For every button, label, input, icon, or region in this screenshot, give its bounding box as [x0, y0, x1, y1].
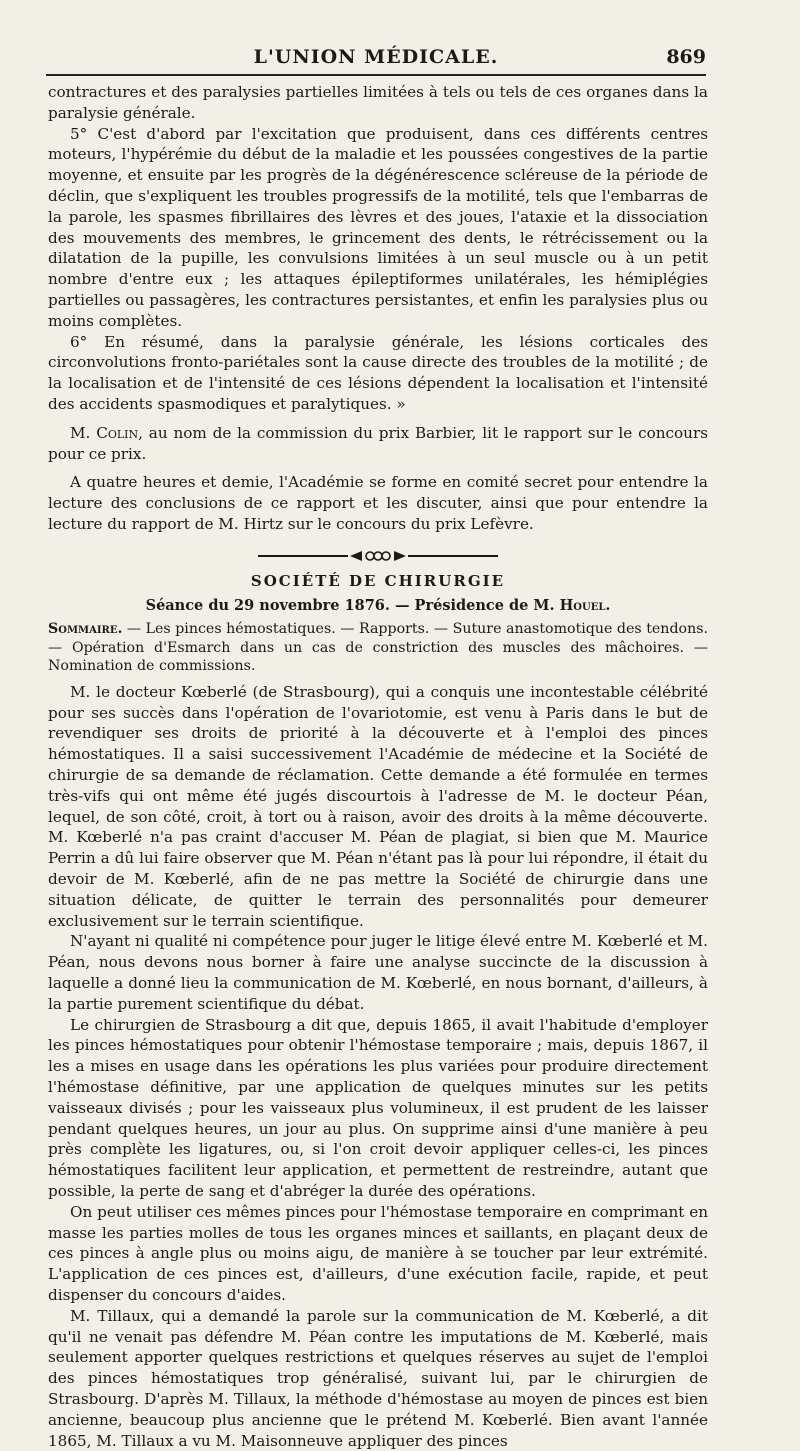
ornament-divider-icon — [258, 549, 498, 563]
section-title: SOCIÉTÉ DE CHIRURGIE — [250, 571, 506, 590]
meeting-line — [48, 596, 708, 617]
paragraph-koeberle: M. le docteur Kœberlé (de Strasbourg), qui a conquis une incontestable célébrité pour ses succès dans l'opération de l'ovariotomie, est venu à Paris dans le but de revendiquer ses droits de priorité à la découverte et à l'emploi des pinces hémostatiques. Il a saisi successivement l'Académie de médecine et la Société de chirurgie de sa demande de réclamation. Cette demande a été formulée en termes très-vifs qui ont même été jugés discourtois à l'adresse de M. le docteur Péan, lequel, de son côté, croit, à tort ou à raison, avoir des droits à la même découverte. M. Kœberlé n'a pas craint d'accuser M. Péan de plagiat, si bien que M. Maurice Perrin a dû lui faire observer que M. Péan n'étant pas là pour lui répondre, il était du devoir de M. Kœberlé, afin de ne pas mettre la Société de chirurgie dans une situation délicate, de quitter le terrain des personnalités pour demeurer exclusivement sur le terrain scientifique. — [48, 682, 708, 930]
paragraph-point-6: 6° En résumé, dans la paralysie générale, les lésions corticales des circonvolutions fronto-pariétales sont la cause directe des troubles de la motilité ; de la localisation et de l'intensité de ces lésions dépendent la localisation et l'intensité des accidents spasmodiques et paralytiques. » — [48, 332, 708, 413]
section-ornament — [48, 545, 708, 565]
paragraph-colin — [48, 423, 708, 465]
paragraph-point-5: 5° C'est d'abord par l'excitation que produisent, dans ces différents centres moteurs, l'hypérémie du début de la maladie et les poussées congestives de la partie moyenne, et ensuite par les progrès de la dégénérescence scléreuse de la période de déclin, que s'expliquent les troubles progressifs de la motilité, tels que l'embarras de la parole, les spasmes fibrillaires des lèvres et des joues, l'ataxie et la dissociation des mouvements des membres, le grincement des dents, le rétrécissement ou la dilatation de la pupille, les convulsions limitées à un seul muscle ou à un petit nombre d'entre eux ; les attaques épileptiformes unilatérales, les hémiplégies partielles ou passagères, les contractures persistantes, et enfin les paralysies plus ou moins complètes. — [48, 124, 708, 330]
paragraph-tillaux: M. Tillaux, qui a demandé la parole sur la communication de M. Kœberlé, a dit qu'il ne venait pas défendre M. Péan contre les imputations de M. Kœberlé, mais seulement apporter quelques restrictions et quelques réserves au sujet de l'emploi des pinces hémostatiques trop généralisé, suivant lui, par le chirurgien de Strasbourg. D'après M. Tillaux, la méthode d'hémostase au moyen de pinces est bien ancienne, beaucoup plus ancienne que le prétend M. Kœberlé. Bien avant l'année 1865, M. Tillaux a vu M. Maisonneuve appliquer des pinces — [48, 1306, 708, 1450]
summary-text: — Les pinces hémostatiques. — Rapports. — Suture anastomotique des tendons. — Opération d'Esmarch dans un cas de constriction des muscles des mâchoires. — Nomination de commissions. — [48, 621, 708, 675]
paragraph-chirurgien: Le chirurgien de Strasbourg a dit que, depuis 1865, il avait l'habitude d'employer les pinces hémostatiques pour obtenir l'hémostase temporaire ; mais, depuis 1867, il les a mises en usage dans les opérations les plus variées pour produire directement l'hémostase définitive, par une application de quelques minutes sur les petits vaisseaux divisés ; pour les vaisseaux plus volumineux, il est prudent de les laisser pendant quelques heures, un jour au plus. On supprime ainsi d'une manière à peu près complète les ligatures, ou, si l'on croit devoir appliquer celles-ci, les pinces hémostatiques facilitent leur application, et permettent de restreindre, autant que possible, la perte de sang et d'abréger la durée des opérations. — [48, 1015, 708, 1200]
paragraph-academy: A quatre heures et demie, l'Académie se forme en comité secret pour entendre la lecture des conclusions de ce rapport et les discuter, ainsi que pour entendre la lecture du rapport de M. Hirtz sur le concours du prix Lefèvre. — [48, 473, 708, 533]
paragraph-colin-text: au nom de la commission du prix Barbier, lit le rapport sur le concours pour ce prix. — [48, 423, 709, 463]
running-header — [46, 40, 706, 74]
meeting-date: Séance du 29 novembre 1876. — Présidence de M. — [145, 596, 560, 614]
article-body — [48, 82, 709, 1450]
speaker-name: M. Colin, — [70, 423, 143, 442]
paragraph-continuation: contractures et des paralysies partielles limitées à tels ou tels de ces organes dans la paralysie générale. — [48, 83, 708, 122]
summary-label: Sommaire. — [48, 621, 123, 638]
paragraph-litige: N'ayant ni qualité ni compétence pour juger le litige élevé entre M. Kœberlé et M. Péan, nous devons nous borner à faire une analyse succincte de la discussion à laquelle a donné lieu la communication de M. Kœberlé, en nous bornant, d'ailleurs, à la partie purement scientifique du débat. — [48, 932, 708, 1013]
header-rule — [46, 74, 706, 76]
journal-title: L'UNION MÉDICALE. — [253, 46, 499, 68]
paragraph-pinces: On peut utiliser ces mêmes pinces pour l'hémostase temporaire en comprimant en masse les parties molles de tous les organes minces et saillants, en plaçant deux de ces pinces à angle plus ou moins aigu, de manière à se toucher par leur extrémité. L'application de ces pinces est, d'ailleurs, d'une exécution facile, rapide, et peut dispenser du concours d'aides. — [48, 1202, 708, 1304]
section-summary — [48, 620, 708, 676]
meeting-president: Houel. — [559, 596, 611, 614]
page-number: 869 — [666, 46, 706, 68]
